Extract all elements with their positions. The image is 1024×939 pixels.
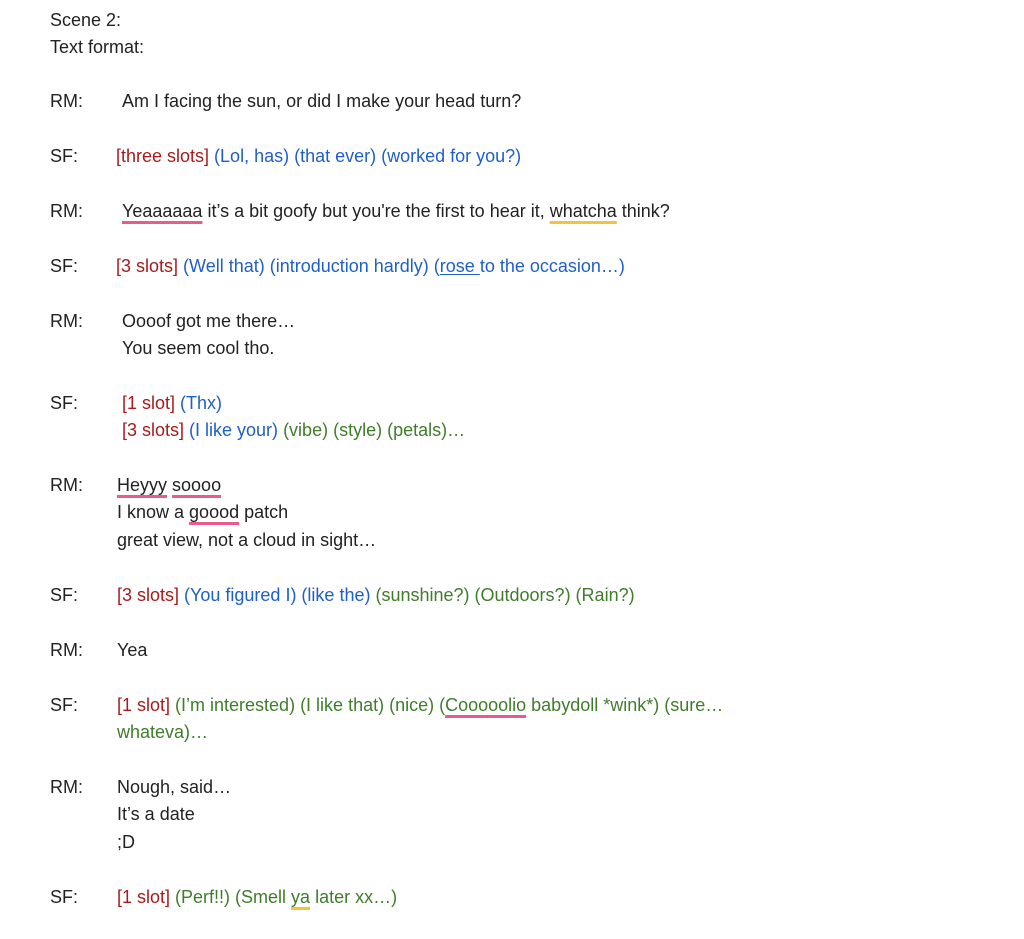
dialogue-line xyxy=(117,884,397,911)
option-text: babydoll *wink*) (sure… xyxy=(526,695,724,715)
dialogue-line xyxy=(117,637,147,664)
dialogue-line xyxy=(122,88,521,115)
dialogue-line xyxy=(116,143,521,170)
dialogue-line xyxy=(117,527,376,554)
dialogue-line xyxy=(117,829,135,856)
slot-count: [1 slot] xyxy=(117,695,171,715)
slot-count: [3 slots] xyxy=(117,585,180,605)
option-text: (Well that) (introduction hardly) ( xyxy=(178,256,440,276)
line-text: Yea xyxy=(117,640,148,660)
grammar-flag: whatcha xyxy=(549,201,617,221)
line-text: great view, not a cloud in sight… xyxy=(117,530,377,550)
spelling-flag: Heyyy xyxy=(117,475,168,495)
option-text: (Perf!!) (Smell xyxy=(170,887,292,907)
line-text: You seem cool tho. xyxy=(122,338,275,358)
slot-count: [3 slots] xyxy=(116,256,179,276)
speaker-label: RM: xyxy=(50,91,83,111)
line-text: it’s a bit goofy but you're the first to hear it, xyxy=(202,201,550,221)
option-text: (I like your) xyxy=(184,420,279,440)
option-text: to the occasion…) xyxy=(479,256,625,276)
option-text: (You figured I) (like the) xyxy=(179,585,371,605)
speaker-label: SF: xyxy=(50,256,79,276)
option-text: later xx…) xyxy=(310,887,398,907)
speaker-label: SF: xyxy=(50,146,79,166)
speaker-label: RM: xyxy=(50,777,83,797)
dialogue-line xyxy=(117,801,195,828)
dialogue-line xyxy=(117,719,208,746)
line-text: ;D xyxy=(117,832,135,852)
dialogue-line xyxy=(122,390,222,417)
spelling-flag: soooo xyxy=(172,475,222,495)
speaker-label: RM: xyxy=(50,311,83,331)
slot-count: [three slots] xyxy=(116,146,210,166)
spelling-flag: Cooooolio xyxy=(445,695,527,715)
dialogue-line xyxy=(117,582,635,609)
dialogue-line xyxy=(117,499,288,526)
line-text: think? xyxy=(616,201,670,221)
line-text: patch xyxy=(239,502,289,522)
speaker-label: SF: xyxy=(50,887,79,907)
speaker-label: RM: xyxy=(50,640,83,660)
spelling-flag: Yeaaaaaa xyxy=(122,201,203,221)
speaker-label: RM: xyxy=(50,201,83,221)
line-text: Nough, said… xyxy=(117,777,232,797)
scene-title: Scene 2: xyxy=(50,10,122,30)
option-text: (Thx) xyxy=(175,393,223,413)
option-text: (sunshine?) (Outdoors?) (Rain?) xyxy=(370,585,635,605)
speaker-label: SF: xyxy=(50,585,79,605)
slot-count: [3 slots] xyxy=(122,420,185,440)
linked-word[interactable]: rose xyxy=(439,256,480,276)
dialogue-line xyxy=(122,308,295,335)
slot-count: [1 slot] xyxy=(117,887,171,907)
dialogue-line xyxy=(117,774,231,801)
line-text: Am I facing the sun, or did I make your head turn? xyxy=(122,91,522,111)
option-text: (I’m interested) (I like that) (nice) ( xyxy=(170,695,446,715)
dialogue-line xyxy=(116,253,625,280)
option-text: (vibe) (style) (petals)… xyxy=(278,420,466,440)
spelling-flag: goood xyxy=(189,502,240,522)
dialogue-line xyxy=(117,692,723,719)
dialogue-line xyxy=(122,335,274,362)
line-text: I know a xyxy=(117,502,190,522)
line-text: Oooof got me there… xyxy=(122,311,296,331)
format-label: Text format: xyxy=(50,37,145,57)
dialogue-line xyxy=(117,472,221,499)
dialogue-line xyxy=(122,198,670,225)
grammar-flag: ya xyxy=(291,887,311,907)
speaker-label: SF: xyxy=(50,393,79,413)
option-text: (Lol, has) (that ever) (worked for you?) xyxy=(209,146,522,166)
option-text: whateva)… xyxy=(117,722,209,742)
slot-count: [1 slot] xyxy=(122,393,176,413)
dialogue-line xyxy=(122,417,465,444)
speaker-label: SF: xyxy=(50,695,79,715)
speaker-label: RM: xyxy=(50,475,83,495)
line-text: It’s a date xyxy=(117,804,195,824)
